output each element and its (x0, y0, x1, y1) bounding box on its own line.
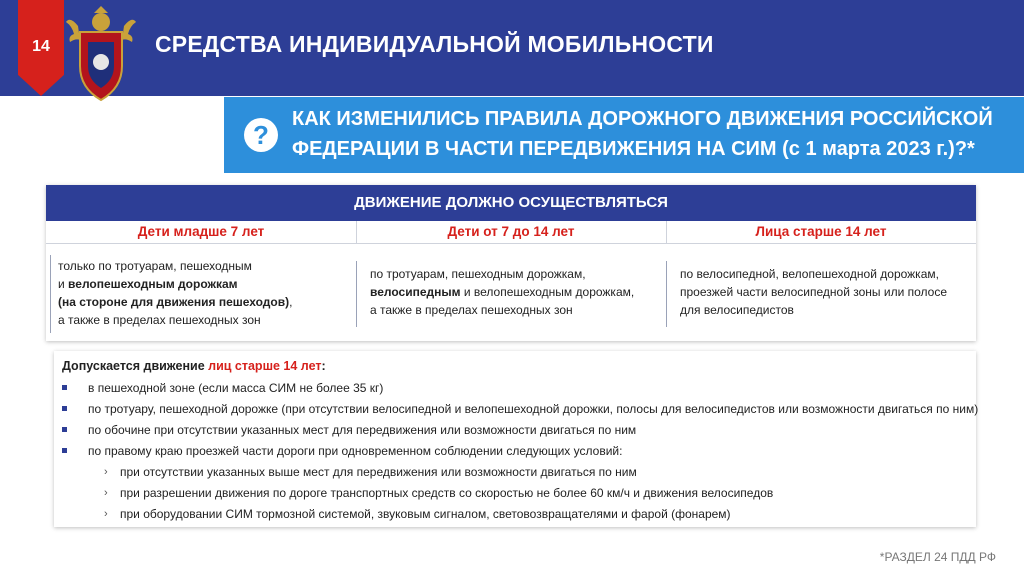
bullet-square-icon (62, 385, 67, 390)
column-header-under-7: Дети младше 7 лет (46, 221, 356, 244)
chevron-right-icon: › (104, 466, 108, 478)
movement-table (46, 185, 976, 341)
cell-under-7: только по тротуарам, пешеходным и велопешеходным дорожкам (на стороне для движения пешеходов), а также в пределах пешеходных зон (58, 259, 293, 327)
bullet-square-icon (62, 427, 67, 432)
column-header-7-14: Дети от 7 до 14 лет (356, 221, 666, 244)
column-header-over-14: Лица старше 14 лет (666, 221, 976, 244)
conditions-panel: Допускается движение лиц старше 14 лет: в пешеходной зоне (если масса СИМ не более 35 кг) по тротуару, пешеходной дорожке (при отсутствии велосипедной и велопешеходной дорожки, полосы для велосипедистов или возможности двигаться по ним) по обочине при отсутствии указанных мест для передвижения или возможности двигаться по ним по правому краю проезжей части дороги при одновременном соблюдении следующих условий: › при отсутствии указанных выше мест для передвижения или возможности двигаться по ним › при разрешении движения по дороге транспортных средств со скоростью не более 60 км/ч и движения велосипедов › при оборудовании СИМ тормозной системой, звуковым сигналом, световозвращателями и фарой (фонарем) (54, 351, 976, 527)
question-line-2: ФЕДЕРАЦИИ В ЧАСТИ ПЕРЕДВИЖЕНИЯ НА СИМ (с 1 марта 2023 г.)?* (292, 138, 975, 160)
footnote: *РАЗДЕЛ 24 ПДД РФ (879, 550, 996, 564)
slide-title: СРЕДСТВА ИНДИВИДУАЛЬНОЙ МОБИЛЬНОСТИ (155, 31, 714, 57)
table-header: ДВИЖЕНИЕ ДОЛЖНО ОСУЩЕСТВЛЯТЬСЯ (46, 185, 976, 221)
cell-accent-bar (356, 261, 357, 327)
question-mark-icon: ? (244, 118, 278, 152)
cell-over-14: по велосипедной, велопешеходной дорожкам, проезжей части велосипедной зоны или полосе для велосипедистов (680, 267, 947, 317)
question-text (292, 104, 993, 164)
bullet-square-icon (62, 448, 67, 453)
question-line-1: КАК ИЗМЕНИЛИСЬ ПРАВИЛА ДОРОЖНОГО ДВИЖЕНИЯ РОССИЙСКОЙ (292, 108, 993, 130)
chevron-right-icon: › (104, 487, 108, 499)
conditions-heading: Допускается движение лиц старше 14 лет: (62, 359, 326, 373)
slide-number: 14 (32, 38, 50, 55)
chevron-right-icon: › (104, 508, 108, 520)
cell-accent-bar (666, 261, 667, 327)
police-emblem-icon (64, 4, 138, 112)
cell-7-14: по тротуарам, пешеходным дорожкам, велосипедным и велопешеходным дорожкам, а также в пределах пешеходных зон (370, 267, 635, 317)
cell-accent-bar (50, 255, 51, 333)
column-divider (666, 221, 667, 243)
column-divider (356, 221, 357, 243)
bullet-square-icon (62, 406, 67, 411)
